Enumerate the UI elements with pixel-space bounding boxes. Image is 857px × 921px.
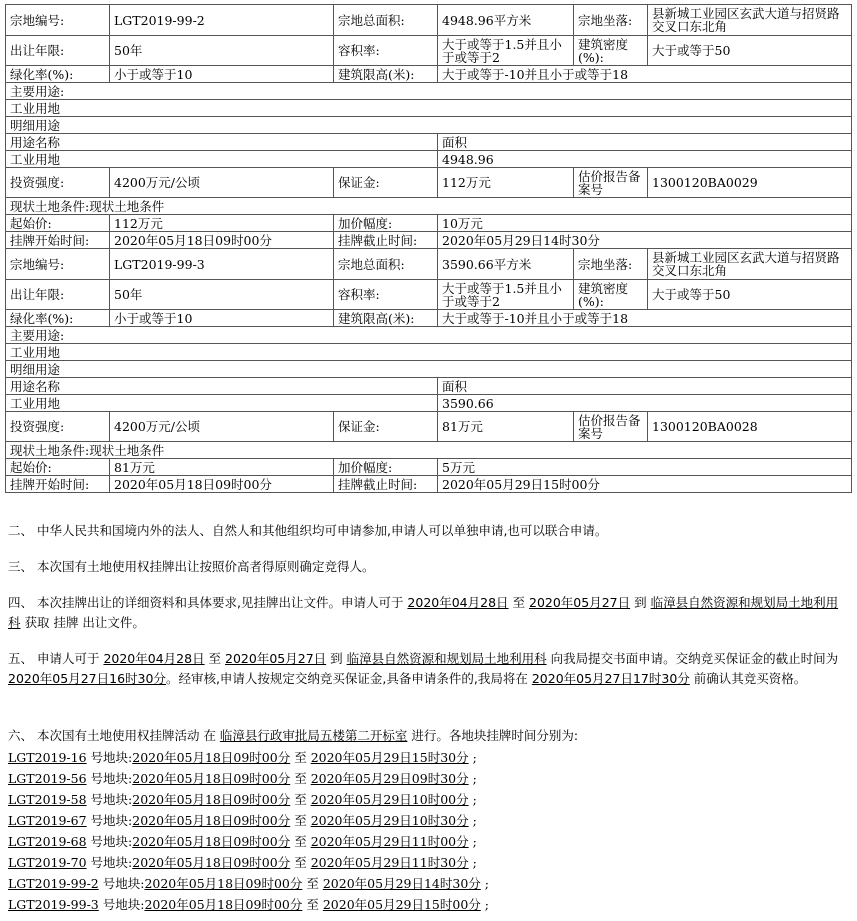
schedule-item	[8, 789, 850, 810]
section-6-text: 六、 本次国有土地使用权挂牌活动 在	[8, 728, 220, 743]
table-row	[6, 168, 852, 198]
end-time-label: 挂牌截止时间:	[334, 476, 438, 493]
record-label: 估价报告备案号	[574, 412, 648, 442]
far-value: 大于或等于1.5并且小于或等于2	[438, 36, 574, 66]
end-time-label: 挂牌截止时间:	[334, 232, 438, 249]
table-row	[6, 151, 852, 168]
section-4-text: 获取 挂牌 出让文件。	[20, 615, 145, 630]
green-ratio-label: 绿化率(%):	[6, 66, 110, 83]
section-4	[8, 593, 850, 633]
height-limit-label: 建筑限高(米):	[334, 66, 438, 83]
schedule-label: 号地块:	[86, 834, 133, 849]
increment-value: 10万元	[438, 215, 852, 232]
schedule-item	[8, 747, 850, 768]
schedule-end: 2020年05月29日11时30分	[310, 855, 469, 870]
schedule-item	[8, 873, 850, 894]
schedule-item	[8, 852, 850, 873]
section-6-place: 临漳县行政审批局五楼第二开标室	[219, 728, 408, 743]
end-time-value: 2020年05月29日14时30分	[438, 232, 852, 249]
start-time-label: 挂牌开始时间:	[6, 476, 110, 493]
schedule-parcel-code: LGT2019-56	[8, 771, 87, 786]
schedule-list	[8, 747, 850, 915]
deposit-value: 112万元	[438, 168, 574, 198]
schedule-start: 2020年05月18日09时00分	[132, 813, 291, 828]
section-4-text: 至	[508, 595, 529, 610]
section-6-text: 进行。各地块挂牌时间分别为:	[407, 728, 579, 743]
schedule-end: 2020年05月29日09时30分	[310, 771, 469, 786]
section-2: 二、 中华人民共和国境内外的法人、自然人和其他组织均可申请参加,申请人可以单独申请,也可以联合申请。	[8, 523, 608, 538]
green-ratio-value: 小于或等于10	[110, 66, 334, 83]
schedule-label: 号地块:	[98, 876, 145, 891]
section-6	[8, 726, 850, 746]
schedule-item	[8, 894, 850, 915]
schedule-tail: ;	[472, 750, 477, 765]
table-row	[6, 310, 852, 327]
invest-label: 投资强度:	[6, 168, 110, 198]
table-row	[6, 459, 852, 476]
schedule-tail: ;	[472, 813, 477, 828]
parcel-code: LGT2019-99-2	[110, 5, 334, 36]
announcement-page	[0, 4, 857, 921]
schedule-label: 号地块:	[86, 792, 133, 807]
schedule-end: 2020年05月29日15时00分	[322, 897, 481, 912]
start-price-value: 112万元	[110, 215, 334, 232]
schedule-start: 2020年05月18日09时00分	[132, 834, 291, 849]
section-5-text: 至	[204, 651, 226, 666]
schedule-end: 2020年05月29日14时30分	[322, 876, 481, 891]
schedule-parcel-code: LGT2019-68	[8, 834, 87, 849]
use-area-value: 4948.96	[438, 151, 852, 168]
record-value: 1300120BA0028	[648, 412, 852, 442]
start-time-value: 2020年05月18日09时00分	[110, 232, 334, 249]
section-4-text: 四、 本次挂牌出让的详细资料和具体要求,见挂牌出让文件。申请人可于	[8, 595, 408, 610]
height-limit-value: 大于或等于-10并且小于或等于18	[438, 310, 852, 327]
schedule-parcel-code: LGT2019-16	[8, 750, 87, 765]
deposit-value: 81万元	[438, 412, 574, 442]
land-condition: 现状土地条件:现状土地条件	[6, 198, 852, 215]
parcel-code: LGT2019-99-3	[110, 249, 334, 280]
table-row	[6, 395, 852, 412]
start-price-value: 81万元	[110, 459, 334, 476]
density-label: 建筑密度(%):	[574, 280, 648, 310]
table-row	[6, 327, 852, 344]
table-row	[6, 100, 852, 117]
green-ratio-label: 绿化率(%):	[6, 310, 110, 327]
use-area-header: 面积	[438, 378, 852, 395]
schedule-connector: 至	[294, 855, 307, 870]
table-row	[6, 83, 852, 100]
schedule-tail: ;	[472, 771, 477, 786]
term-label: 出让年限:	[6, 36, 110, 66]
increment-label: 加价幅度:	[334, 215, 438, 232]
schedule-start: 2020年05月18日09时00分	[132, 792, 291, 807]
table-row	[6, 361, 852, 378]
table-row	[6, 5, 852, 36]
increment-label: 加价幅度:	[334, 459, 438, 476]
table-row	[6, 66, 852, 83]
height-limit-label: 建筑限高(米):	[334, 310, 438, 327]
table-row	[6, 280, 852, 310]
parcel-location-label: 宗地坐落:	[574, 249, 648, 280]
schedule-start: 2020年05月18日09时00分	[132, 855, 291, 870]
section-5-text: 五、 申请人可于	[8, 651, 104, 666]
parcel-code-label: 宗地编号:	[6, 249, 110, 280]
schedule-tail: ;	[472, 792, 477, 807]
main-use-label: 主要用途:	[6, 83, 852, 100]
use-area-value: 3590.66	[438, 395, 852, 412]
parcel-table	[5, 248, 852, 493]
density-value: 大于或等于50	[648, 280, 852, 310]
section-3: 三、 本次国有土地使用权挂牌出让按照价高者得原则确定竞得人。	[8, 559, 375, 574]
section-4-text: 到	[630, 595, 651, 610]
section-5-confirm-time: 2020年05月27日17时30分	[531, 671, 690, 686]
schedule-end: 2020年05月29日11时00分	[310, 834, 469, 849]
end-time-value: 2020年05月29日15时00分	[438, 476, 852, 493]
land-condition: 现状土地条件:现状土地条件	[6, 442, 852, 459]
schedule-tail: ;	[484, 876, 489, 891]
schedule-item	[8, 768, 850, 789]
table-row	[6, 412, 852, 442]
height-limit-value: 大于或等于-10并且小于或等于18	[438, 66, 852, 83]
table-row	[6, 215, 852, 232]
schedule-start: 2020年05月18日09时00分	[132, 771, 291, 786]
green-ratio-value: 小于或等于10	[110, 310, 334, 327]
deposit-label: 保证金:	[334, 412, 438, 442]
section-5-place: 临漳县自然资源和规划局土地利用科	[346, 651, 547, 666]
use-name-header: 用途名称	[6, 134, 438, 151]
section-4-place: 临漳县自然资源和规划局土地利用科	[8, 595, 839, 630]
schedule-parcel-code: LGT2019-58	[8, 792, 87, 807]
use-name-header: 用途名称	[6, 378, 438, 395]
invest-value: 4200万元/公顷	[110, 168, 334, 198]
main-use-value: 工业用地	[6, 344, 852, 361]
table-row	[6, 134, 852, 151]
section-5-text: 。经审核,申请人按规定交纳竞买保证金,具备申请条件的,我局将在	[165, 671, 532, 686]
use-name-value: 工业用地	[6, 151, 438, 168]
table-row	[6, 198, 852, 215]
section-5-text: 到	[326, 651, 347, 666]
schedule-end: 2020年05月29日10时30分	[310, 813, 469, 828]
table-row	[6, 476, 852, 493]
section-5-date-end: 2020年05月27日	[225, 651, 327, 666]
schedule-item	[8, 831, 850, 852]
invest-label: 投资强度:	[6, 412, 110, 442]
term-value: 50年	[110, 280, 334, 310]
table-row	[6, 117, 852, 134]
invest-value: 4200万元/公顷	[110, 412, 334, 442]
schedule-start: 2020年05月18日09时00分	[144, 876, 303, 891]
far-label: 容积率:	[334, 36, 438, 66]
record-value: 1300120BA0029	[648, 168, 852, 198]
parcel-area: 3590.66平方米	[438, 249, 574, 280]
section-5-text: 前确认其竞买资格。	[689, 671, 807, 686]
table-row	[6, 36, 852, 66]
term-value: 50年	[110, 36, 334, 66]
schedule-tail: ;	[472, 855, 477, 870]
parcel-area-label: 宗地总面积:	[334, 249, 438, 280]
parcel-location-label: 宗地坐落:	[574, 5, 648, 36]
table-row	[6, 378, 852, 395]
schedule-connector: 至	[294, 771, 307, 786]
table-row	[6, 232, 852, 249]
start-time-value: 2020年05月18日09时00分	[110, 476, 334, 493]
schedule-start: 2020年05月18日09时00分	[132, 750, 291, 765]
schedule-end: 2020年05月29日10时00分	[310, 792, 469, 807]
use-name-value: 工业用地	[6, 395, 438, 412]
table-row	[6, 249, 852, 280]
schedule-connector: 至	[294, 834, 307, 849]
increment-value: 5万元	[438, 459, 852, 476]
schedule-end: 2020年05月29日15时30分	[310, 750, 469, 765]
schedule-label: 号地块:	[98, 897, 145, 912]
schedule-parcel-code: LGT2019-99-2	[8, 876, 99, 891]
section-4-date-start: 2020年04月28日	[407, 595, 509, 610]
parcel-tables	[0, 4, 857, 493]
section-5-text: 向我局提交书面申请。交纳竞买保证金的截止时间为	[546, 651, 839, 666]
schedule-connector: 至	[306, 876, 319, 891]
start-price-label: 起始价:	[6, 459, 110, 476]
section-5	[8, 649, 850, 689]
schedule-parcel-code: LGT2019-67	[8, 813, 87, 828]
parcel-area-label: 宗地总面积:	[334, 5, 438, 36]
schedule-parcel-code: LGT2019-70	[8, 855, 87, 870]
density-value: 大于或等于50	[648, 36, 852, 66]
table-row	[6, 344, 852, 361]
parcel-code-label: 宗地编号:	[6, 5, 110, 36]
schedule-connector: 至	[306, 897, 319, 912]
schedule-label: 号地块:	[86, 750, 133, 765]
schedule-parcel-code: LGT2019-99-3	[8, 897, 99, 912]
use-area-header: 面积	[438, 134, 852, 151]
far-value: 大于或等于1.5并且小于或等于2	[438, 280, 574, 310]
parcel-area: 4948.96平方米	[438, 5, 574, 36]
deposit-label: 保证金:	[334, 168, 438, 198]
parcel-location: 县新城工业园区玄武大道与招贤路交叉口东北角	[648, 5, 852, 36]
density-label: 建筑密度(%):	[574, 36, 648, 66]
schedule-label: 号地块:	[86, 855, 133, 870]
term-label: 出让年限:	[6, 280, 110, 310]
detail-use-label: 明细用途	[6, 117, 852, 134]
table-row	[6, 442, 852, 459]
parcel-location: 县新城工业园区玄武大道与招贤路交叉口东北角	[648, 249, 852, 280]
main-use-value: 工业用地	[6, 100, 852, 117]
start-price-label: 起始价:	[6, 215, 110, 232]
section-5-deposit-deadline: 2020年05月27日16时30分	[8, 671, 166, 686]
schedule-start: 2020年05月18日09时00分	[144, 897, 303, 912]
detail-use-label: 明细用途	[6, 361, 852, 378]
far-label: 容积率:	[334, 280, 438, 310]
record-label: 估价报告备案号	[574, 168, 648, 198]
schedule-item	[8, 810, 850, 831]
schedule-tail: ;	[484, 897, 489, 912]
schedule-connector: 至	[294, 813, 307, 828]
section-4-date-end: 2020年05月27日	[529, 595, 631, 610]
schedule-label: 号地块:	[86, 813, 133, 828]
schedule-connector: 至	[294, 792, 307, 807]
main-use-label: 主要用途:	[6, 327, 852, 344]
section-5-date-start: 2020年04月28日	[103, 651, 205, 666]
parcel-table	[5, 4, 852, 249]
start-time-label: 挂牌开始时间:	[6, 232, 110, 249]
schedule-tail: ;	[472, 834, 477, 849]
schedule-connector: 至	[294, 750, 307, 765]
schedule-label: 号地块:	[86, 771, 133, 786]
